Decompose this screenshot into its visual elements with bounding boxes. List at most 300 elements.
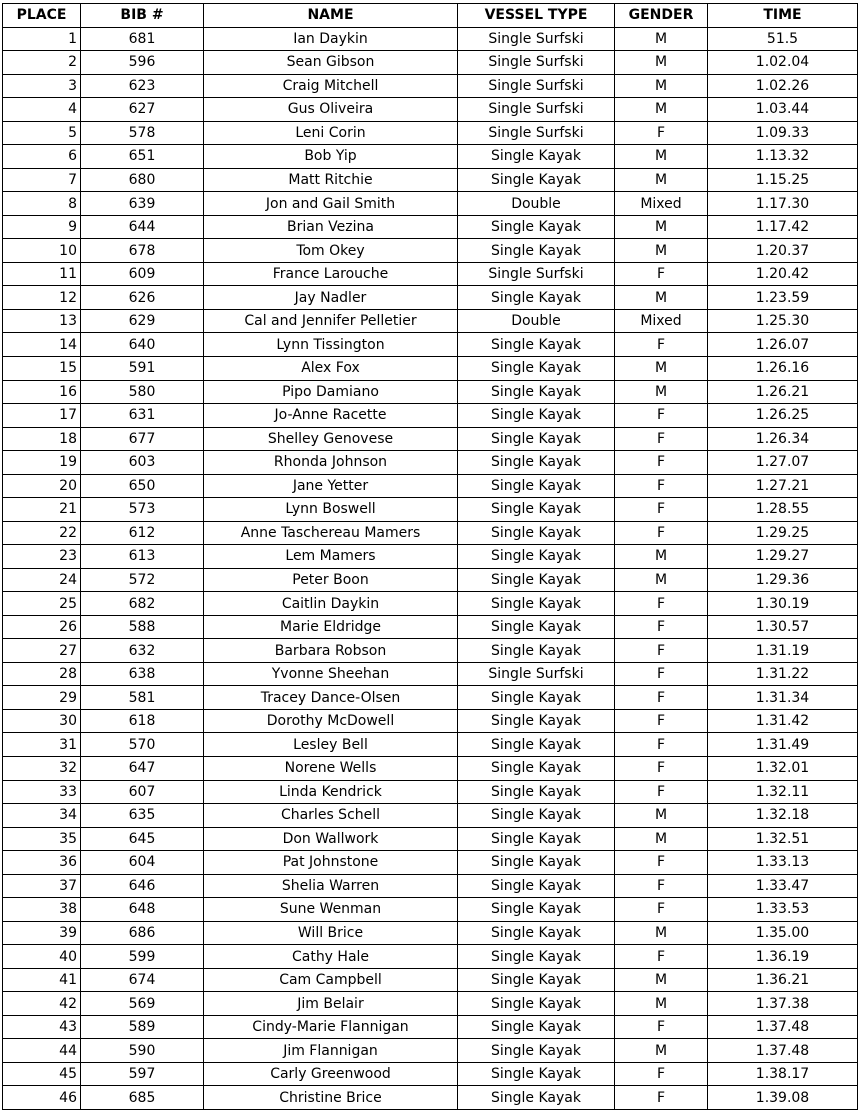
cell-place: 40 — [3, 945, 81, 969]
cell-place: 30 — [3, 709, 81, 733]
cell-name: Yvonne Sheehan — [204, 662, 458, 686]
cell-gender: F — [615, 333, 708, 357]
cell-name: Lynn Boswell — [204, 498, 458, 522]
cell-gender: M — [615, 239, 708, 263]
cell-gender: F — [615, 874, 708, 898]
cell-gender: F — [615, 615, 708, 639]
cell-name: Caitlin Daykin — [204, 592, 458, 616]
cell-bib: 645 — [81, 827, 204, 851]
cell-vessel-type: Single Kayak — [458, 521, 615, 545]
cell-vessel-type: Single Kayak — [458, 356, 615, 380]
cell-vessel-type: Single Kayak — [458, 592, 615, 616]
cell-bib: 681 — [81, 27, 204, 51]
cell-name: Carly Greenwood — [204, 1062, 458, 1086]
cell-place: 9 — [3, 215, 81, 239]
cell-place: 7 — [3, 168, 81, 192]
table-row — [3, 804, 858, 828]
cell-place: 16 — [3, 380, 81, 404]
cell-time: 1.37.48 — [708, 1015, 858, 1039]
cell-place: 2 — [3, 51, 81, 75]
cell-bib: 580 — [81, 380, 204, 404]
table-row — [3, 780, 858, 804]
cell-vessel-type: Single Kayak — [458, 474, 615, 498]
cell-gender: F — [615, 498, 708, 522]
cell-bib: 678 — [81, 239, 204, 263]
table-row — [3, 1086, 858, 1110]
cell-vessel-type: Single Surfski — [458, 662, 615, 686]
cell-name: Lesley Bell — [204, 733, 458, 757]
cell-time: 1.02.26 — [708, 74, 858, 98]
header-time: TIME — [708, 4, 858, 28]
cell-vessel-type: Single Kayak — [458, 780, 615, 804]
cell-bib: 677 — [81, 427, 204, 451]
cell-gender: F — [615, 1062, 708, 1086]
cell-bib: 640 — [81, 333, 204, 357]
cell-bib: 647 — [81, 757, 204, 781]
table-row — [3, 27, 858, 51]
results-body — [3, 27, 858, 1109]
cell-gender: F — [615, 427, 708, 451]
cell-name: Cam Campbell — [204, 968, 458, 992]
table-row — [3, 592, 858, 616]
cell-vessel-type: Single Kayak — [458, 1015, 615, 1039]
table-row — [3, 874, 858, 898]
cell-gender: M — [615, 168, 708, 192]
cell-time: 1.32.11 — [708, 780, 858, 804]
cell-bib: 599 — [81, 945, 204, 969]
cell-gender: F — [615, 733, 708, 757]
cell-bib: 651 — [81, 145, 204, 169]
cell-gender: F — [615, 780, 708, 804]
cell-bib: 578 — [81, 121, 204, 145]
cell-name: Will Brice — [204, 921, 458, 945]
cell-gender: F — [615, 709, 708, 733]
cell-name: Jo-Anne Racette — [204, 404, 458, 428]
cell-vessel-type: Single Kayak — [458, 145, 615, 169]
cell-vessel-type: Single Surfski — [458, 262, 615, 286]
cell-name: Anne Taschereau Mamers — [204, 521, 458, 545]
cell-name: Jay Nadler — [204, 286, 458, 310]
cell-gender: Mixed — [615, 309, 708, 333]
cell-time: 1.37.48 — [708, 1039, 858, 1063]
cell-bib: 631 — [81, 404, 204, 428]
table-row — [3, 427, 858, 451]
cell-gender: F — [615, 851, 708, 875]
cell-time: 1.26.34 — [708, 427, 858, 451]
cell-gender: M — [615, 1039, 708, 1063]
cell-place: 20 — [3, 474, 81, 498]
table-row — [3, 239, 858, 263]
cell-bib: 612 — [81, 521, 204, 545]
cell-vessel-type: Single Surfski — [458, 51, 615, 75]
cell-place: 43 — [3, 1015, 81, 1039]
cell-place: 42 — [3, 992, 81, 1016]
cell-time: 1.35.00 — [708, 921, 858, 945]
cell-name: Linda Kendrick — [204, 780, 458, 804]
cell-time: 1.15.25 — [708, 168, 858, 192]
cell-bib: 632 — [81, 639, 204, 663]
cell-name: Craig Mitchell — [204, 74, 458, 98]
cell-bib: 607 — [81, 780, 204, 804]
cell-time: 1.26.16 — [708, 356, 858, 380]
cell-name: Ian Daykin — [204, 27, 458, 51]
table-row — [3, 709, 858, 733]
cell-gender: F — [615, 662, 708, 686]
table-row — [3, 1039, 858, 1063]
cell-name: Pipo Damiano — [204, 380, 458, 404]
cell-vessel-type: Single Kayak — [458, 945, 615, 969]
cell-time: 1.02.04 — [708, 51, 858, 75]
cell-gender: F — [615, 1086, 708, 1110]
cell-gender: M — [615, 215, 708, 239]
cell-gender: M — [615, 568, 708, 592]
cell-vessel-type: Single Surfski — [458, 27, 615, 51]
cell-time: 1.20.37 — [708, 239, 858, 263]
cell-bib: 629 — [81, 309, 204, 333]
cell-name: Sean Gibson — [204, 51, 458, 75]
cell-bib: 604 — [81, 851, 204, 875]
cell-time: 1.17.42 — [708, 215, 858, 239]
cell-time: 1.29.36 — [708, 568, 858, 592]
cell-place: 18 — [3, 427, 81, 451]
cell-time: 1.09.33 — [708, 121, 858, 145]
cell-vessel-type: Single Kayak — [458, 568, 615, 592]
cell-time: 1.23.59 — [708, 286, 858, 310]
cell-vessel-type: Single Kayak — [458, 380, 615, 404]
results-table — [2, 3, 858, 1110]
table-row — [3, 662, 858, 686]
cell-bib: 591 — [81, 356, 204, 380]
cell-place: 13 — [3, 309, 81, 333]
cell-name: Peter Boon — [204, 568, 458, 592]
cell-time: 1.26.21 — [708, 380, 858, 404]
cell-gender: F — [615, 898, 708, 922]
cell-gender: F — [615, 686, 708, 710]
cell-vessel-type: Single Kayak — [458, 427, 615, 451]
cell-name: Jim Flannigan — [204, 1039, 458, 1063]
cell-time: 1.30.19 — [708, 592, 858, 616]
cell-place: 33 — [3, 780, 81, 804]
cell-place: 36 — [3, 851, 81, 875]
cell-place: 14 — [3, 333, 81, 357]
cell-place: 17 — [3, 404, 81, 428]
cell-gender: F — [615, 592, 708, 616]
cell-name: Pat Johnstone — [204, 851, 458, 875]
cell-bib: 597 — [81, 1062, 204, 1086]
cell-gender: M — [615, 992, 708, 1016]
cell-vessel-type: Single Kayak — [458, 804, 615, 828]
cell-bib: 613 — [81, 545, 204, 569]
cell-name: Shelia Warren — [204, 874, 458, 898]
cell-gender: M — [615, 51, 708, 75]
cell-gender: M — [615, 380, 708, 404]
cell-time: 1.03.44 — [708, 98, 858, 122]
cell-gender: M — [615, 921, 708, 945]
table-row — [3, 333, 858, 357]
cell-time: 1.25.30 — [708, 309, 858, 333]
cell-time: 1.27.07 — [708, 451, 858, 475]
cell-bib: 589 — [81, 1015, 204, 1039]
cell-time: 1.31.19 — [708, 639, 858, 663]
cell-name: Shelley Genovese — [204, 427, 458, 451]
cell-vessel-type: Single Kayak — [458, 709, 615, 733]
cell-gender: F — [615, 757, 708, 781]
cell-bib: 609 — [81, 262, 204, 286]
cell-place: 46 — [3, 1086, 81, 1110]
cell-place: 22 — [3, 521, 81, 545]
table-row — [3, 898, 858, 922]
cell-bib: 626 — [81, 286, 204, 310]
cell-name: Christine Brice — [204, 1086, 458, 1110]
table-row — [3, 98, 858, 122]
cell-name: Jim Belair — [204, 992, 458, 1016]
cell-bib: 644 — [81, 215, 204, 239]
cell-name: Don Wallwork — [204, 827, 458, 851]
cell-bib: 590 — [81, 1039, 204, 1063]
header-place: PLACE — [3, 4, 81, 28]
cell-time: 1.33.53 — [708, 898, 858, 922]
cell-name: Gus Oliveira — [204, 98, 458, 122]
cell-name: France Larouche — [204, 262, 458, 286]
cell-vessel-type: Single Kayak — [458, 757, 615, 781]
cell-name: Jon and Gail Smith — [204, 192, 458, 216]
table-row — [3, 545, 858, 569]
cell-bib: 648 — [81, 898, 204, 922]
cell-time: 1.30.57 — [708, 615, 858, 639]
cell-gender: M — [615, 286, 708, 310]
cell-time: 1.29.27 — [708, 545, 858, 569]
cell-gender: F — [615, 404, 708, 428]
cell-name: Lynn Tissington — [204, 333, 458, 357]
cell-time: 1.39.08 — [708, 1086, 858, 1110]
cell-place: 25 — [3, 592, 81, 616]
table-row — [3, 945, 858, 969]
cell-gender: F — [615, 474, 708, 498]
cell-time: 1.36.19 — [708, 945, 858, 969]
cell-time: 1.26.07 — [708, 333, 858, 357]
cell-place: 34 — [3, 804, 81, 828]
table-row — [3, 262, 858, 286]
table-row — [3, 404, 858, 428]
cell-time: 1.32.51 — [708, 827, 858, 851]
cell-place: 12 — [3, 286, 81, 310]
cell-time: 1.26.25 — [708, 404, 858, 428]
cell-gender: M — [615, 968, 708, 992]
cell-place: 41 — [3, 968, 81, 992]
cell-name: Brian Vezina — [204, 215, 458, 239]
table-row — [3, 1015, 858, 1039]
cell-bib: 588 — [81, 615, 204, 639]
cell-bib: 682 — [81, 592, 204, 616]
table-row — [3, 568, 858, 592]
cell-bib: 680 — [81, 168, 204, 192]
cell-place: 28 — [3, 662, 81, 686]
cell-place: 4 — [3, 98, 81, 122]
cell-place: 1 — [3, 27, 81, 51]
cell-bib: 639 — [81, 192, 204, 216]
cell-time: 1.31.22 — [708, 662, 858, 686]
cell-gender: M — [615, 804, 708, 828]
cell-name: Tracey Dance-Olsen — [204, 686, 458, 710]
table-row — [3, 615, 858, 639]
cell-vessel-type: Single Surfski — [458, 121, 615, 145]
cell-vessel-type: Single Kayak — [458, 451, 615, 475]
table-row — [3, 968, 858, 992]
cell-vessel-type: Single Surfski — [458, 98, 615, 122]
table-row — [3, 827, 858, 851]
table-row — [3, 215, 858, 239]
cell-time: 1.38.17 — [708, 1062, 858, 1086]
cell-gender: M — [615, 545, 708, 569]
cell-place: 3 — [3, 74, 81, 98]
cell-place: 11 — [3, 262, 81, 286]
table-row — [3, 168, 858, 192]
cell-time: 1.29.25 — [708, 521, 858, 545]
table-row — [3, 639, 858, 663]
cell-time: 1.33.47 — [708, 874, 858, 898]
cell-gender: M — [615, 356, 708, 380]
cell-gender: M — [615, 827, 708, 851]
table-row — [3, 733, 858, 757]
cell-place: 35 — [3, 827, 81, 851]
cell-bib: 581 — [81, 686, 204, 710]
table-row — [3, 121, 858, 145]
cell-name: Norene Wells — [204, 757, 458, 781]
cell-gender: F — [615, 521, 708, 545]
cell-bib: 570 — [81, 733, 204, 757]
cell-vessel-type: Double — [458, 309, 615, 333]
table-row — [3, 74, 858, 98]
cell-name: Marie Eldridge — [204, 615, 458, 639]
table-row — [3, 286, 858, 310]
cell-vessel-type: Single Kayak — [458, 239, 615, 263]
cell-name: Barbara Robson — [204, 639, 458, 663]
cell-bib: 569 — [81, 992, 204, 1016]
table-row — [3, 356, 858, 380]
cell-bib: 618 — [81, 709, 204, 733]
cell-place: 6 — [3, 145, 81, 169]
cell-name: Leni Corin — [204, 121, 458, 145]
cell-place: 15 — [3, 356, 81, 380]
cell-gender: M — [615, 74, 708, 98]
cell-time: 1.17.30 — [708, 192, 858, 216]
cell-vessel-type: Single Kayak — [458, 615, 615, 639]
header-vessel-type: VESSEL TYPE — [458, 4, 615, 28]
cell-place: 38 — [3, 898, 81, 922]
table-row — [3, 451, 858, 475]
cell-place: 10 — [3, 239, 81, 263]
header-bib: BIB # — [81, 4, 204, 28]
cell-vessel-type: Single Kayak — [458, 333, 615, 357]
cell-gender: F — [615, 1015, 708, 1039]
cell-vessel-type: Single Kayak — [458, 851, 615, 875]
cell-vessel-type: Single Kayak — [458, 498, 615, 522]
cell-place: 44 — [3, 1039, 81, 1063]
cell-time: 1.37.38 — [708, 992, 858, 1016]
cell-vessel-type: Single Kayak — [458, 968, 615, 992]
cell-place: 32 — [3, 757, 81, 781]
cell-gender: M — [615, 27, 708, 51]
cell-bib: 623 — [81, 74, 204, 98]
cell-name: Jane Yetter — [204, 474, 458, 498]
table-row — [3, 1062, 858, 1086]
cell-place: 21 — [3, 498, 81, 522]
cell-time: 1.36.21 — [708, 968, 858, 992]
cell-time: 1.31.42 — [708, 709, 858, 733]
cell-place: 31 — [3, 733, 81, 757]
header-name: NAME — [204, 4, 458, 28]
cell-place: 19 — [3, 451, 81, 475]
cell-place: 27 — [3, 639, 81, 663]
table-row — [3, 992, 858, 1016]
cell-vessel-type: Single Kayak — [458, 215, 615, 239]
cell-time: 1.33.13 — [708, 851, 858, 875]
cell-vessel-type: Single Kayak — [458, 1086, 615, 1110]
cell-time: 1.27.21 — [708, 474, 858, 498]
cell-vessel-type: Double — [458, 192, 615, 216]
cell-time: 1.20.42 — [708, 262, 858, 286]
cell-vessel-type: Single Kayak — [458, 286, 615, 310]
cell-gender: F — [615, 262, 708, 286]
table-row — [3, 192, 858, 216]
cell-place: 5 — [3, 121, 81, 145]
cell-name: Tom Okey — [204, 239, 458, 263]
cell-bib: 686 — [81, 921, 204, 945]
table-row — [3, 474, 858, 498]
cell-vessel-type: Single Kayak — [458, 898, 615, 922]
cell-place: 26 — [3, 615, 81, 639]
header-gender: GENDER — [615, 4, 708, 28]
cell-bib: 603 — [81, 451, 204, 475]
cell-place: 37 — [3, 874, 81, 898]
cell-place: 39 — [3, 921, 81, 945]
cell-bib: 674 — [81, 968, 204, 992]
cell-time: 1.32.18 — [708, 804, 858, 828]
cell-gender: F — [615, 451, 708, 475]
cell-name: Cindy-Marie Flannigan — [204, 1015, 458, 1039]
cell-vessel-type: Single Kayak — [458, 827, 615, 851]
cell-gender: M — [615, 98, 708, 122]
cell-bib: 596 — [81, 51, 204, 75]
cell-vessel-type: Single Kayak — [458, 686, 615, 710]
cell-bib: 635 — [81, 804, 204, 828]
cell-gender: F — [615, 945, 708, 969]
cell-name: Rhonda Johnson — [204, 451, 458, 475]
cell-bib: 685 — [81, 1086, 204, 1110]
cell-vessel-type: Single Kayak — [458, 874, 615, 898]
cell-place: 23 — [3, 545, 81, 569]
table-row — [3, 309, 858, 333]
cell-time: 1.32.01 — [708, 757, 858, 781]
cell-vessel-type: Single Kayak — [458, 404, 615, 428]
cell-time: 51.5 — [708, 27, 858, 51]
table-row — [3, 757, 858, 781]
cell-bib: 638 — [81, 662, 204, 686]
cell-vessel-type: Single Kayak — [458, 545, 615, 569]
cell-vessel-type: Single Surfski — [458, 74, 615, 98]
table-row — [3, 51, 858, 75]
table-row — [3, 921, 858, 945]
cell-time: 1.28.55 — [708, 498, 858, 522]
cell-name: Cathy Hale — [204, 945, 458, 969]
cell-gender: F — [615, 121, 708, 145]
cell-bib: 646 — [81, 874, 204, 898]
table-row — [3, 145, 858, 169]
cell-place: 24 — [3, 568, 81, 592]
cell-bib: 650 — [81, 474, 204, 498]
cell-vessel-type: Single Kayak — [458, 1062, 615, 1086]
cell-vessel-type: Single Kayak — [458, 733, 615, 757]
